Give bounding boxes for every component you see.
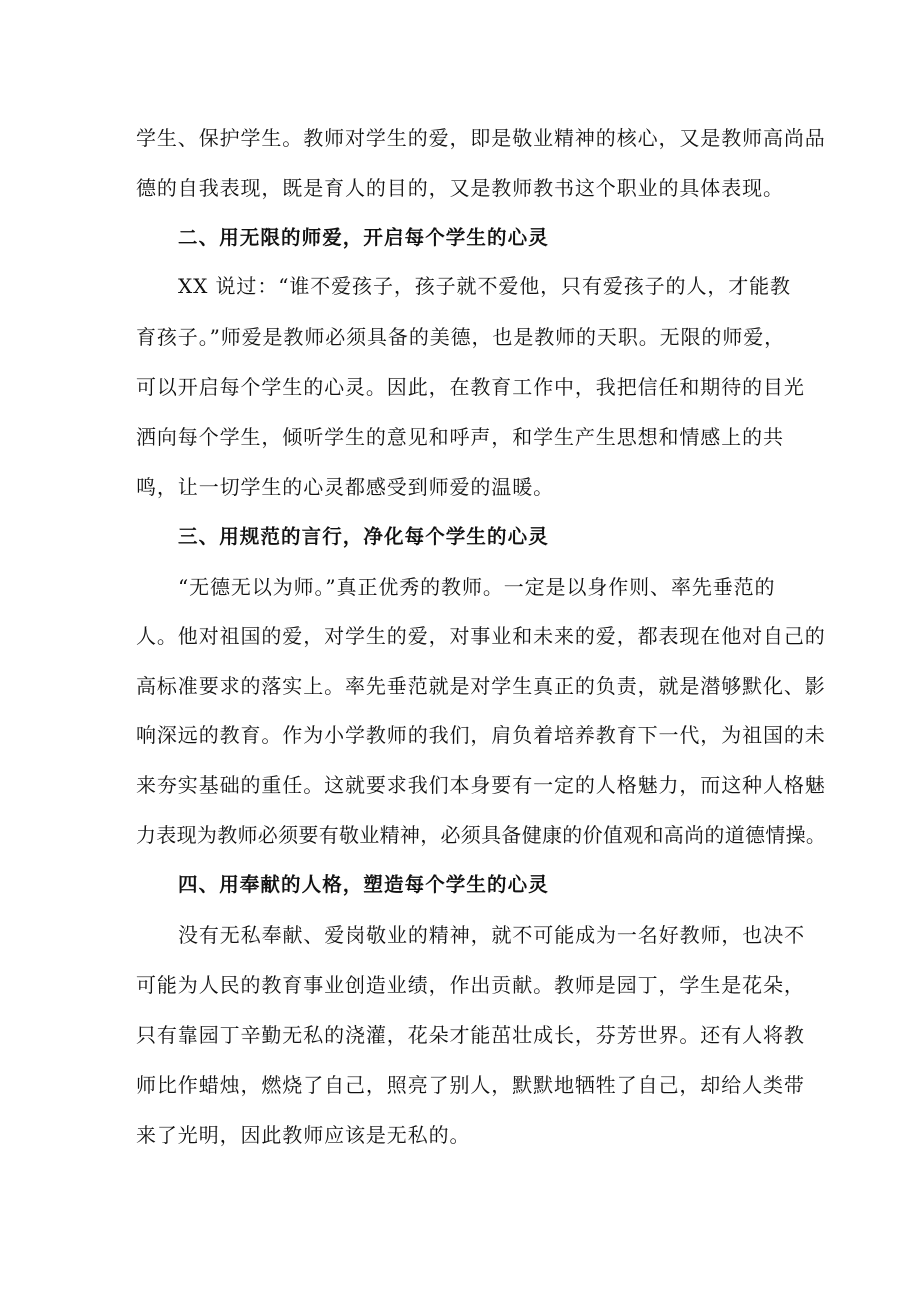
body-text-line: 育孩子。”师爱是教师必须具备的美德，也是教师的天职。无限的师爱， <box>136 325 786 349</box>
body-text-line: 师比作蜡烛，燃烧了自己，照亮了别人，默默地牺牲了自己，却给人类带 <box>136 1073 805 1097</box>
body-text-line: 只有靠园丁辛勤无私的浇灌，花朵才能茁壮成长，芬芳世界。还有人将教 <box>136 1023 805 1047</box>
body-text-line: 鸣，让一切学生的心灵都感受到师爱的温暖。 <box>136 475 554 499</box>
body-text-line: 来了光明，因此教师应该是无私的。 <box>136 1123 471 1147</box>
body-text-line: 可以开启每个学生的心灵。因此，在教育工作中，我把信任和期待的目光 <box>136 375 805 399</box>
body-text-line: 没有无私奉献、爱岗敬业的精神，就不可能成为一名好教师，也决不 <box>178 923 805 947</box>
body-text-line: 响深远的教育。作为小学教师的我们，肩负着培养教育下一代，为祖国的未 <box>136 723 826 747</box>
body-text-line: “无德无以为师。”真正优秀的教师。一定是以身作则、率先垂范的 <box>178 575 776 599</box>
section-heading-2: 二、用无限的师爱，开启每个学生的心灵 <box>178 226 549 249</box>
section-heading-3: 三、用规范的言行，净化每个学生的心灵 <box>178 525 549 548</box>
body-text-line: 来夯实基础的重任。这就要求我们本身要有一定的人格魅力，而这种人格魅 <box>136 773 826 797</box>
body-text-line: 洒向每个学生，倾听学生的意见和呼声，和学生产生思想和情感上的共 <box>136 425 784 449</box>
body-text-line: 可能为人民的教育事业创造业绩，作出贡献。教师是园丁，学生是花朵， <box>136 973 805 997</box>
body-text-line: 人。他对祖国的爱，对学生的爱，对事业和未来的爱，都表现在他对自己的 <box>136 624 826 648</box>
body-text-line: XX 说过：“谁不爱孩子，孩子就不爱他，只有爱孩子的人，才能教 <box>178 274 791 298</box>
body-text-line: 高标准要求的落实上。率先垂范就是对学生真正的负责，就是潜够默化、影 <box>136 674 826 698</box>
body-text-line: 德的自我表现，既是育人的目的，又是教师教书这个职业的具体表现。 <box>136 176 784 200</box>
body-text-line: 学生、保护学生。教师对学生的爱，即是敬业精神的核心，又是教师高尚品 <box>136 126 826 150</box>
section-heading-4: 四、用奉献的人格，塑造每个学生的心灵 <box>178 873 549 896</box>
body-text-line: 力表现为教师必须要有敬业精神，必须具备健康的价值观和高尚的道德情操。 <box>136 823 827 847</box>
